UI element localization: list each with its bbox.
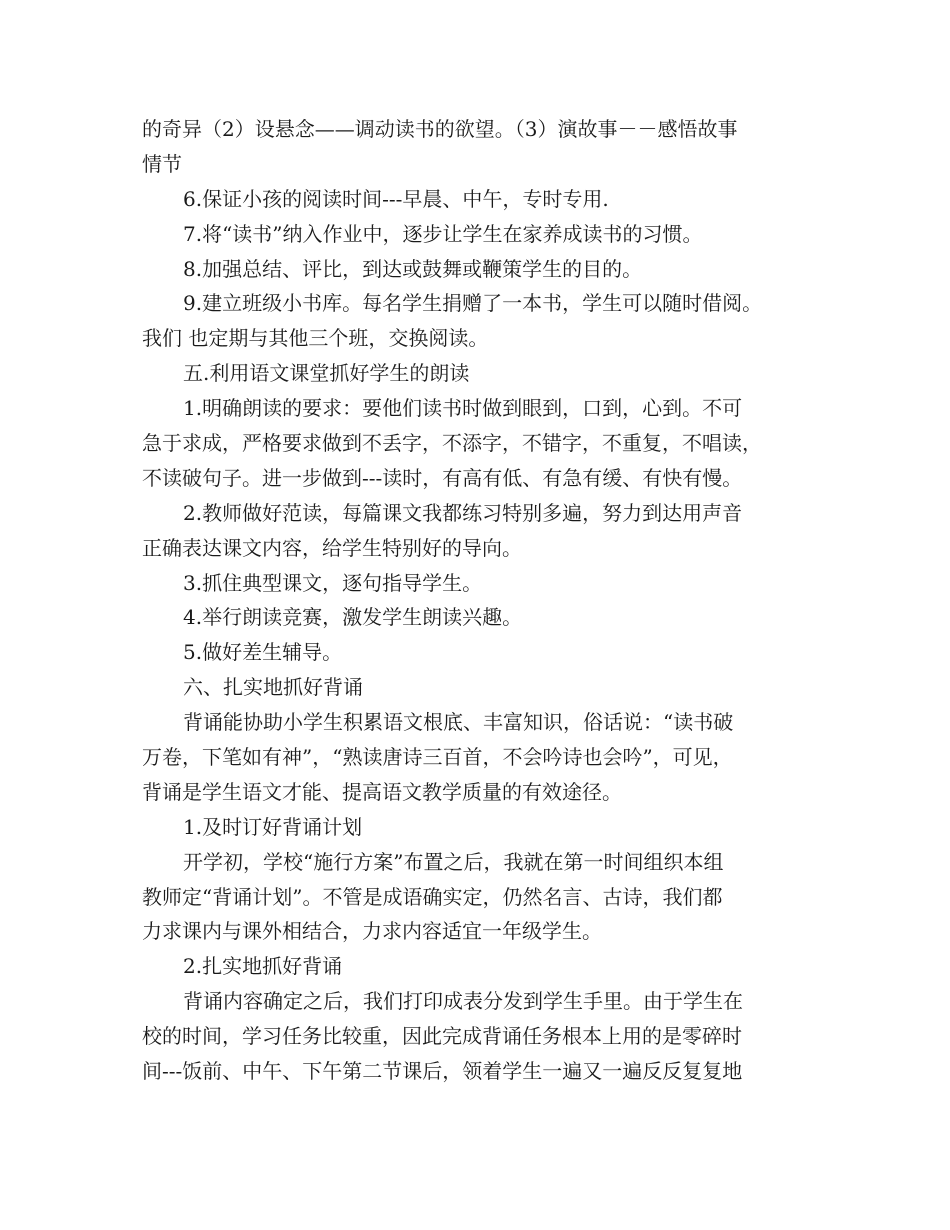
document-page <box>142 112 822 1089</box>
text-line: 6.保证小孩的阅读时间---早晨、中午，专时专用. <box>183 186 609 211</box>
text-line: 间---饭前、中午、下午第二节课后，领着学生一遍又一遍反反复复地 <box>142 1059 743 1084</box>
text-line: 背诵内容确定之后，我们打印成表分发到学生手里。由于学生在 <box>183 989 743 1014</box>
text-line: 9.建立班级小书库。每名学生捐赠了一本书，学生可以随时借阅。 <box>183 291 763 316</box>
text-line: 的奇异（2）设悬念——调动读书的欲望。（3）演故事－－感悟故事 <box>142 117 738 141</box>
text-line: 7.将“读书”纳入作业中，逐步让学生在家养成读书的习惯。 <box>183 221 703 246</box>
text-line: 2.教师做好范读，每篇课文我都练习特别多遍，努力到达用声音 <box>183 500 743 525</box>
text-line: 5.做好差生辅导。 <box>183 640 343 665</box>
subsection-heading: 1.及时订好背诵计划 <box>183 814 363 839</box>
text-line: 急于求成，严格要求做到不丢字，不添字，不错字，不重复，不唱读， <box>142 431 762 456</box>
text-line: 教师定“背诵计划”。不管是成语确实定，仍然名言、古诗，我们都 <box>142 884 723 909</box>
text-line: 我们 也定期与其他三个班，交换阅读。 <box>142 326 489 351</box>
text-line: 正确表达课文内容，给学生特别好的导向。 <box>142 535 522 560</box>
text-line: 情节 <box>142 151 182 176</box>
text-line: 背诵是学生语文才能、提高语文教学质量的有效途径。 <box>142 779 622 804</box>
text-line: 不读破句子。进一步做到---读时，有高有低、有急有缓、有快有慢。 <box>142 465 743 490</box>
text-line: 8.加强总结、评比，到达或鼓舞或鞭策学生的目的。 <box>183 256 643 281</box>
section-heading: 五.利用语文课堂抓好学生的朗读 <box>183 361 470 386</box>
subsection-heading: 2.扎实地抓好背诵 <box>183 954 343 979</box>
section-heading: 六、扎实地抓好背诵 <box>183 675 363 700</box>
text-line: 万卷，下笔如有神”，“熟读唐诗三百首，不会吟诗也会吟”，可见， <box>142 745 733 770</box>
text-line: 1.明确朗读的要求：要他们读书时做到眼到，口到，心到。不可 <box>183 396 743 421</box>
text-line: 背诵能协助小学生积累语文根底、丰富知识，俗话说：“读书破 <box>183 710 734 735</box>
text-line: 4.举行朗读竞赛，激发学生朗读兴趣。 <box>183 605 523 630</box>
text-line: 校的时间，学习任务比较重，因此完成背诵任务根本上用的是零碎时 <box>142 1024 742 1049</box>
text-line: 3.抓住典型课文，逐句指导学生。 <box>183 570 483 595</box>
text-line: 开学初，学校“施行方案”布置之后，我就在第一时间组织本组 <box>183 849 724 874</box>
text-line: 力求课内与课外相结合，力求内容适宜一年级学生。 <box>142 919 602 944</box>
